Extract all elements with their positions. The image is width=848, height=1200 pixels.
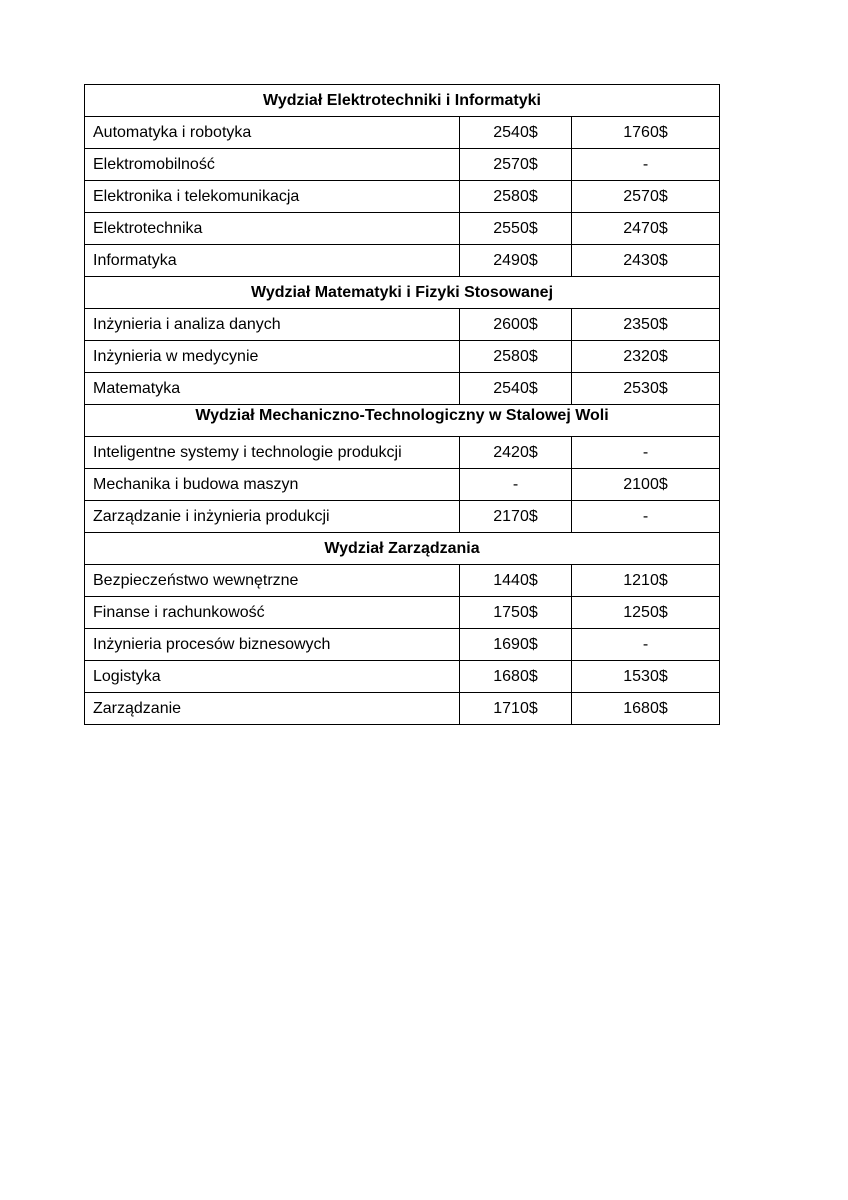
table-row <box>85 309 720 341</box>
table-row <box>85 213 720 245</box>
fee-col2: - <box>572 501 720 533</box>
fee-col2: 1250$ <box>572 597 720 629</box>
fee-col1: 1710$ <box>460 693 572 725</box>
faculty-header-row <box>85 277 720 309</box>
fee-col2: 1680$ <box>572 693 720 725</box>
table-row <box>85 469 720 501</box>
table-row <box>85 661 720 693</box>
fee-col1: 2540$ <box>460 373 572 405</box>
fee-col1: 2570$ <box>460 149 572 181</box>
program-name: Finanse i rachunkowość <box>85 597 460 629</box>
fee-col1: 1440$ <box>460 565 572 597</box>
fee-col2: 1530$ <box>572 661 720 693</box>
program-name: Logistyka <box>85 661 460 693</box>
faculty-title: Wydział Elektrotechniki i Informatyki <box>85 85 720 117</box>
fee-col1: 2420$ <box>460 437 572 469</box>
table-row <box>85 565 720 597</box>
table-row <box>85 181 720 213</box>
faculty-header-row <box>85 405 720 437</box>
table-row <box>85 629 720 661</box>
tuition-table <box>84 84 720 725</box>
fee-col1: - <box>460 469 572 501</box>
fee-col1: 2170$ <box>460 501 572 533</box>
fee-col1: 1750$ <box>460 597 572 629</box>
fee-col2: 2350$ <box>572 309 720 341</box>
fee-col1: 1690$ <box>460 629 572 661</box>
fee-col2: - <box>572 437 720 469</box>
fee-col2: - <box>572 629 720 661</box>
program-name: Zarządzanie <box>85 693 460 725</box>
program-name: Matematyka <box>85 373 460 405</box>
faculty-title: Wydział Matematyki i Fizyki Stosowanej <box>85 277 720 309</box>
fee-col1: 2540$ <box>460 117 572 149</box>
fee-col2: 2100$ <box>572 469 720 501</box>
table-row <box>85 149 720 181</box>
program-name: Elektronika i telekomunikacja <box>85 181 460 213</box>
fee-col2: 2320$ <box>572 341 720 373</box>
program-name: Bezpieczeństwo wewnętrzne <box>85 565 460 597</box>
fee-col2: 2530$ <box>572 373 720 405</box>
program-name: Zarządzanie i inżynieria produkcji <box>85 501 460 533</box>
table-row <box>85 693 720 725</box>
fee-col2: 2570$ <box>572 181 720 213</box>
fee-col1: 2550$ <box>460 213 572 245</box>
program-name: Inżynieria w medycynie <box>85 341 460 373</box>
fee-col2: 2470$ <box>572 213 720 245</box>
program-name: Inżynieria procesów biznesowych <box>85 629 460 661</box>
program-name: Mechanika i budowa maszyn <box>85 469 460 501</box>
faculty-title: Wydział Mechaniczno-Technologiczny w Stalowej Woli <box>85 405 720 437</box>
faculty-header-row <box>85 85 720 117</box>
table-row <box>85 437 720 469</box>
table-row <box>85 501 720 533</box>
table-row <box>85 373 720 405</box>
program-name: Informatyka <box>85 245 460 277</box>
table-row <box>85 341 720 373</box>
fee-col1: 1680$ <box>460 661 572 693</box>
fee-col2: 1210$ <box>572 565 720 597</box>
program-name: Automatyka i robotyka <box>85 117 460 149</box>
table-row <box>85 245 720 277</box>
table-row <box>85 597 720 629</box>
faculty-title: Wydział Zarządzania <box>85 533 720 565</box>
fee-col1: 2490$ <box>460 245 572 277</box>
fee-col2: - <box>572 149 720 181</box>
fee-col2: 1760$ <box>572 117 720 149</box>
program-name: Inżynieria i analiza danych <box>85 309 460 341</box>
fee-col1: 2600$ <box>460 309 572 341</box>
program-name: Elektromobilność <box>85 149 460 181</box>
fee-col2: 2430$ <box>572 245 720 277</box>
table-row <box>85 117 720 149</box>
program-name: Elektrotechnika <box>85 213 460 245</box>
fee-col1: 2580$ <box>460 181 572 213</box>
faculty-header-row <box>85 533 720 565</box>
program-name: Inteligentne systemy i technologie produkcji <box>85 437 460 469</box>
fee-col1: 2580$ <box>460 341 572 373</box>
